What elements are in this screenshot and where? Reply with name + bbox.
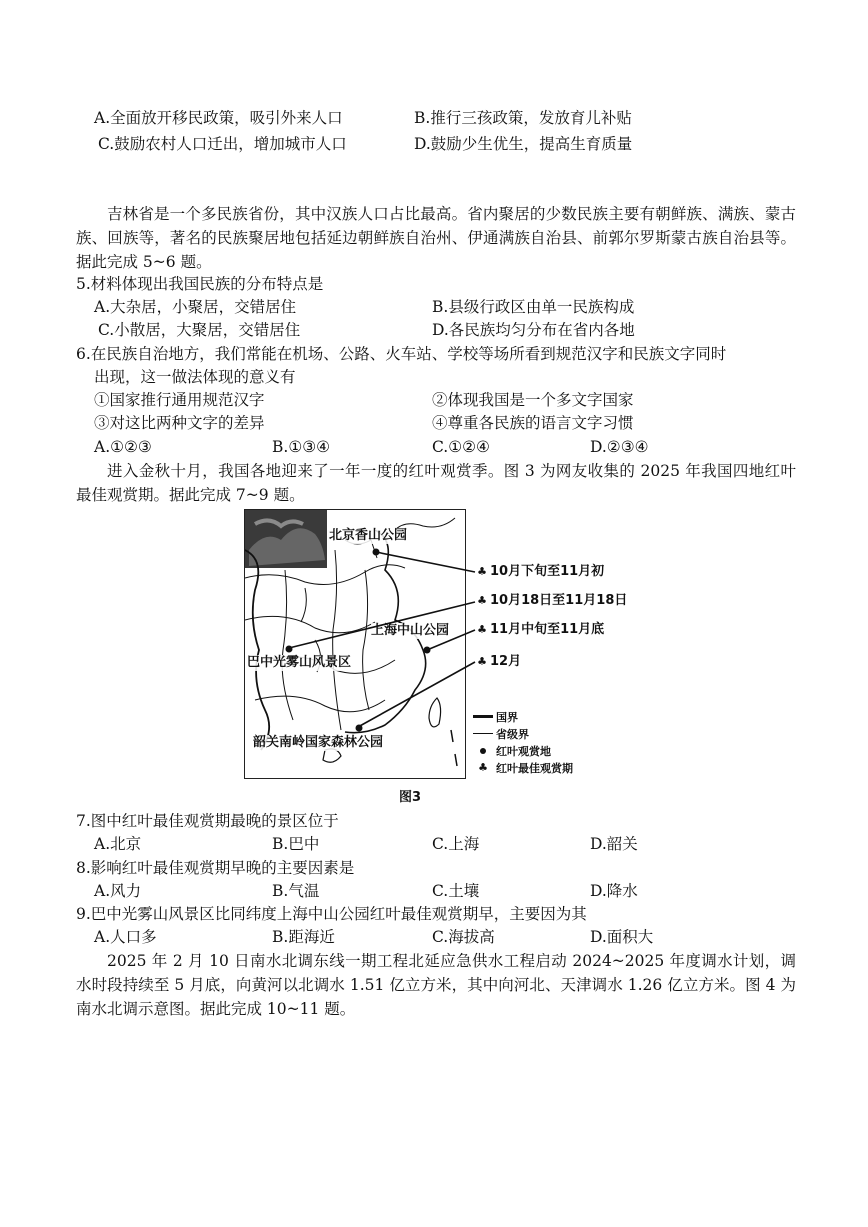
q7-option-d: D.韶关 — [590, 835, 638, 853]
period-text-4: 12月 — [490, 654, 522, 669]
q9-option-c: C.海拔高 — [432, 928, 495, 946]
period-callout-4 — [476, 654, 521, 670]
q7-option-b: B.巴中 — [272, 835, 320, 853]
maple-leaf-icon: ♣ — [477, 655, 487, 668]
maple-leaf-icon: ♣ — [477, 565, 487, 578]
q6-option-d: D.②③④ — [590, 438, 649, 456]
period-text-1: 10月下旬至11月初 — [490, 564, 605, 579]
q4-option-c: C.鼓励农村人口迁出，增加城市人口 — [98, 135, 347, 153]
map-legend — [470, 708, 573, 776]
q6-option-c: C.①②④ — [432, 438, 490, 456]
q8-option-a: A.风力 — [94, 882, 142, 900]
label-bazhong: 巴中光雾山风景区 — [247, 655, 352, 670]
period-callout-3 — [476, 622, 604, 638]
q7-option-c: C.上海 — [432, 835, 480, 853]
q9-stem: 9.巴中光雾山风景区比同纬度上海中山公园红叶最佳观赏期早，主要因为其 — [76, 905, 587, 923]
q6-stem-line1: 6.在民族自治地方，我们常能在机场、公路、火车站、学校等场所看到规范汉字和民族文字同时 — [76, 345, 727, 363]
label-shanghai: 上海中山公园 — [371, 623, 450, 638]
q6-option-a: A.①②③ — [94, 438, 152, 456]
q7-option-a: A.北京 — [94, 835, 142, 853]
q9-option-d: D.面积大 — [590, 928, 654, 946]
period-callout-2 — [476, 593, 627, 609]
q4-option-b: B.推行三孩政策，发放育儿补贴 — [414, 109, 632, 127]
q5-option-c: C.小散居，大聚居，交错居住 — [98, 321, 301, 339]
maple-leaf-icon: ♣ — [477, 594, 487, 607]
q6-option-b: B.①③④ — [272, 438, 331, 456]
q9-option-b: B.距海近 — [272, 928, 335, 946]
maple-leaf-icon: ♣ — [477, 623, 487, 636]
q6-stem-line2: 出现，这一做法体现的意义有 — [94, 368, 296, 386]
q8-option-c: C.土壤 — [432, 882, 480, 900]
q5-option-b: B.县级行政区由单一民族构成 — [432, 298, 635, 316]
period-callout-1 — [476, 564, 604, 580]
q9-option-a: A.人口多 — [94, 928, 157, 946]
q8-stem: 8.影响红叶最佳观赏期早晚的主要因素是 — [76, 859, 355, 877]
legend-border: 国界 — [470, 708, 573, 725]
material-7-9: 进入金秋十月，我国各地迎来了一年一度的红叶观赏季。图 3 为网友收集的 2025 年我国四地红叶最佳观赏期。据此完成 7~9 题。 — [76, 462, 796, 504]
material-10-11: 2025 年 2 月 10 日南水北调东线一期工程北延应急供水工程启动 2024~2025 年度调水计划，调水时段持续至 5 月底，向黄河以北调水 1.51 亿立方米，其中向河北、天津调水 1.26 亿立方米。图 4 为南水北调示意图。据此完成 10~11 题。 — [76, 952, 796, 1018]
legend-site: 红叶观赏地 — [470, 742, 573, 759]
q5-stem: 5.材料体现出我国民族的分布特点是 — [76, 275, 324, 293]
maple-leaf-icon: ♣ — [478, 761, 488, 774]
label-shaoguan: 韶关南岭国家森林公园 — [253, 735, 384, 750]
q4-option-d: D.鼓励少生优生，提高生育质量 — [414, 135, 633, 153]
q6-statement-2: ②体现我国是一个多文字国家 — [432, 391, 634, 409]
q8-option-b: B.气温 — [272, 882, 320, 900]
q6-statement-4: ④尊重各民族的语言文字习惯 — [432, 414, 634, 432]
q5-option-d: D.各民族均匀分布在省内各地 — [432, 321, 635, 339]
label-beijing: 北京香山公园 — [329, 528, 408, 543]
material-5-6: 吉林省是一个多民族省份，其中汉族人口占比最高。省内聚居的少数民族主要有朝鲜族、满族、蒙古族、回族等，著名的民族聚居地包括延边朝鲜族自治州、伊通满族自治县、前郭尔罗斯蒙古族自治县等。据此完成 5~6 题。 — [76, 205, 796, 271]
q5-option-a: A.大杂居，小聚居，交错居住 — [94, 298, 297, 316]
q6-statement-3: ③对这比两种文字的差异 — [94, 414, 265, 432]
q4-option-a: A.全面放开移民政策，吸引外来人口 — [94, 109, 343, 127]
site-dot-icon — [480, 748, 486, 754]
q7-stem: 7.图中红叶最佳观赏期最晚的景区位于 — [76, 812, 339, 830]
q8-option-d: D.降水 — [590, 882, 638, 900]
legend-province: 省级界 — [470, 725, 573, 742]
period-text-3: 11月中旬至11月底 — [490, 622, 605, 637]
q6-statement-1: ①国家推行通用规范汉字 — [94, 391, 265, 409]
figure-caption: 图3 — [399, 790, 422, 805]
period-text-2: 10月18日至11月18日 — [490, 593, 628, 608]
legend-best-period: ♣ 红叶最佳观赏期 — [470, 759, 573, 776]
